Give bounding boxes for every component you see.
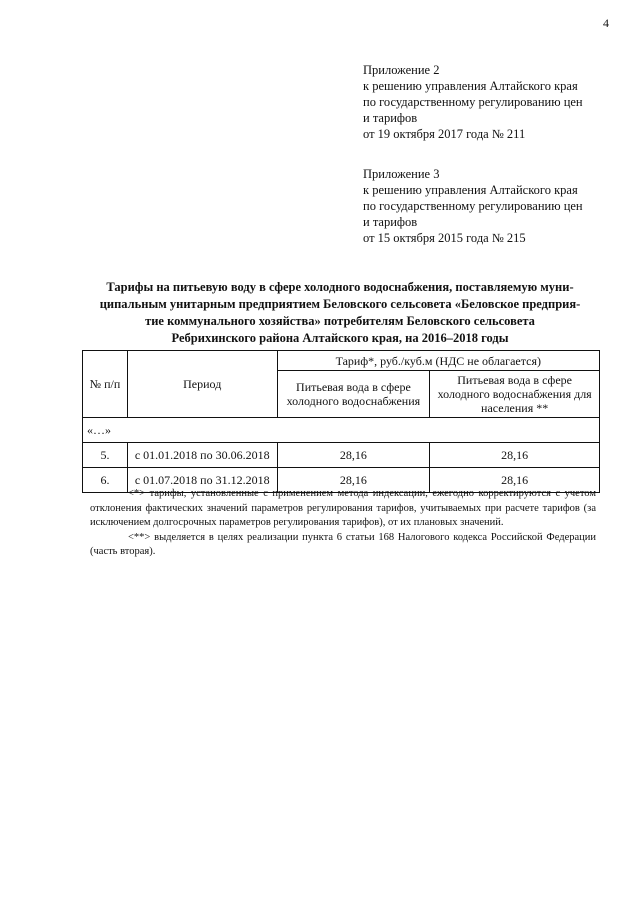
appendix-3-line: и тарифов <box>363 215 418 229</box>
appendix-2-line: Приложение 2 <box>363 63 440 77</box>
appendix-2-line: от 19 октября 2017 года № 211 <box>363 127 526 141</box>
appendix-3-line: к решению управления Алтайского края <box>363 183 578 197</box>
header-tariff-group: Тариф*, руб./куб.м (НДС не облагается) <box>277 351 599 371</box>
header-period: Период <box>127 351 277 418</box>
header-number: № п/п <box>83 351 128 418</box>
header-tariff-population: Питьевая вода в сфере холодного водоснабжения для населения ** <box>430 371 600 418</box>
footnotes <box>90 487 596 560</box>
row-number: 5. <box>83 443 128 468</box>
row-tariff-general: 28,16 <box>277 468 430 493</box>
title-line: тие коммунального хозяйства» потребителям Беловского сельсовета <box>145 314 535 328</box>
table-ellipsis-row <box>83 418 600 443</box>
row-tariff-general: 28,16 <box>277 443 430 468</box>
footnote-1: <*> тарифы, установленные с применением метода индексации, ежегодно корректируются с учетом отклонения фактических значений параметров регулирования тарифов, учитываемых при расчете тарифов (за исключением долгосрочных параметров регулирования тарифов), от их плановых значений. <box>90 488 596 528</box>
appendix-3-line: Приложение 3 <box>363 167 440 181</box>
header-tariff-general: Питьевая вода в сфере холодного водоснабжения <box>277 371 430 418</box>
row-period: с 01.01.2018 по 30.06.2018 <box>127 443 277 468</box>
row-period: с 01.07.2018 по 31.12.2018 <box>127 468 277 493</box>
title-line: Ребрихинского района Алтайского края, на 2016–2018 годы <box>171 331 509 345</box>
appendix-2-block <box>363 62 583 142</box>
ellipsis-cell: «…» <box>83 418 600 443</box>
row-number: 6. <box>83 468 128 493</box>
row-tariff-population: 28,16 <box>430 443 600 468</box>
document-title <box>60 279 620 347</box>
table-row <box>83 443 600 468</box>
appendix-2-line: к решению управления Алтайского края <box>363 79 578 93</box>
footnote-2: <**> выделяется в целях реализации пункта 6 статьи 168 Налогового кодекса Российской Федерации (часть вторая). <box>90 531 596 557</box>
appendix-3-block <box>363 166 583 246</box>
appendix-3-line: по государственному регулированию цен <box>363 199 583 213</box>
page-number: 4 <box>603 16 609 30</box>
row-tariff-population: 28,16 <box>430 468 600 493</box>
title-line: ципальным унитарным предприятием Беловского сельсовета «Беловское предприя- <box>99 297 581 311</box>
appendix-2-line: и тарифов <box>363 111 418 125</box>
tariff-table <box>82 350 600 493</box>
table-header-row <box>83 351 600 371</box>
appendix-2-line: по государственному регулированию цен <box>363 95 583 109</box>
appendix-3-line: от 15 октября 2015 года № 215 <box>363 231 526 245</box>
title-line: Тарифы на питьевую воду в сфере холодного водоснабжения, поставляемую муни- <box>106 280 574 294</box>
